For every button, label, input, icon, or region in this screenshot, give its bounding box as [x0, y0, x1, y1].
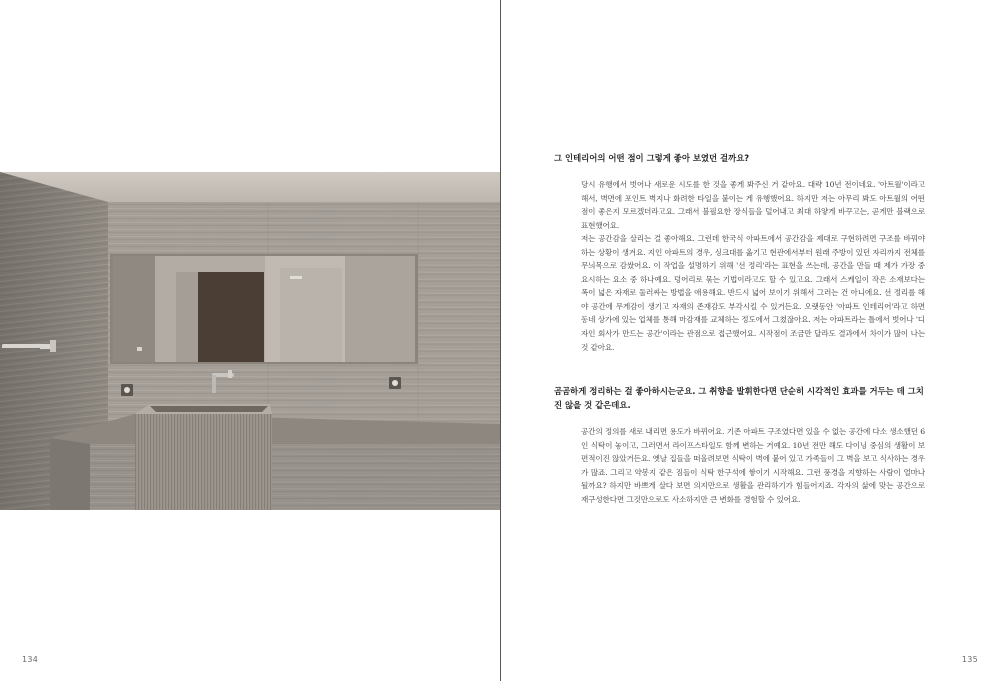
answer-2-paragraph-1: 공간의 정의를 새로 내리면 용도가 바뀌어요. 기존 아파트 구조였다면 있을 수 없는 공간에 다소 생소했던 6인 식탁이 놓이고, 그러면서 라이프스타일도 함께 변하는 거예요. 10년 전만 해도 다이닝 중심의 생활이 보편적이진 않았거든요. 옛날 집들을 떠올려보면 식탁이 벽에 붙어 있고 가족들이 그 벽을 보고 식사하는 경우가 많죠. 그리고 약봉지 같은 짐들이 식탁 한구석에 쌓이기 시작해요. 그런 풍경을 지향하는 사람이 얼마나 될까요? 하지만 바쁘게 살다 보면 의지만으로 생활을 관리하기가 힘들어지죠. 각자의 삶에 맞는 공간으로 재구성한다면 그것만으로도 사소하지만 큰 변화를 경험할 수 있어요.	[581, 427, 925, 504]
page-number-right: 135	[961, 655, 978, 664]
interview-question-1: 그 인테리어의 어떤 점이 그렇게 좋아 보였던 걸까요?	[554, 153, 750, 163]
bathroom-photo	[0, 172, 500, 510]
interview-answer-2	[581, 425, 925, 506]
answer-1-paragraph-2: 저는 공간감을 살리는 걸 좋아해요. 그런데 한국식 아파트에서 공간감을 제대로 구현하려면 구조를 바꿔야 하는 상황이 생겨요. 지인 아파트의 경우, 싱크대를 옮기고 현관에서부터 원래 주방이 있던 자리까지 전체를 무늬목으로 감쌌어요. 이 작업을 설명하기 위해 '선 정리'라는 표현을 쓰는데, 공간을 만들 때 제가 가장 중요시하는 요소 중 하나예요. 덩어리로 묶는 기법이라고도 할 수 있고요. 그래서 스케일이 작은 소재보다는 폭이 넓은 자재로 둘러싸는 방법을 애용해요. 반드시 넓어 보이기 위해서 그러는 건 아니에요. 선 정리를 해야 공간에 무게감이 생기고 자재의 존재감도 부각시킬 수 있거든요. 오랫동안 '아파트 인테리어'라고 하면 동네 상가에 있는 업체를 통해 마감재를 교체하는 정도에서 그쳤잖아요. 저는 아파트라는 틀에서 벗어나 '디자인 회사가 만드는 공간'이라는 관점으로 접근했어요. 시작점이 조금만 달라도 결과에서 차이가 많이 나는 것 같아요.	[581, 234, 925, 352]
interview-question-2: 곰곰하게 정리하는 걸 좋아하시는군요. 그 취향을 발휘한다면 단순히 시각적인 효과를 거두는 데 그치진 않을 것 같은데요.	[554, 386, 924, 410]
interview-answer-1	[581, 178, 925, 354]
answer-1-paragraph-1: 당시 유행에서 벗어나 새로운 시도를 한 것을 좋게 봐주신 거 같아요. 대략 10년 전이네요. '아트월'이라고 해서, 벽면에 포인트 벽지나 화려한 타일을 붙이는 게 유행했어요. 하지만 저는 아무리 봐도 아트월의 어떤 점이 좋은지 모르겠더라고요. 그래서 불필요한 장식들을 덜어내고 최대 하얗게 바꾸고는, 곧게만 블랙으로 표현했어요.	[581, 180, 925, 230]
page-number-left: 134	[22, 655, 39, 664]
right-page	[501, 0, 1000, 681]
bathroom-illustration	[0, 172, 500, 510]
